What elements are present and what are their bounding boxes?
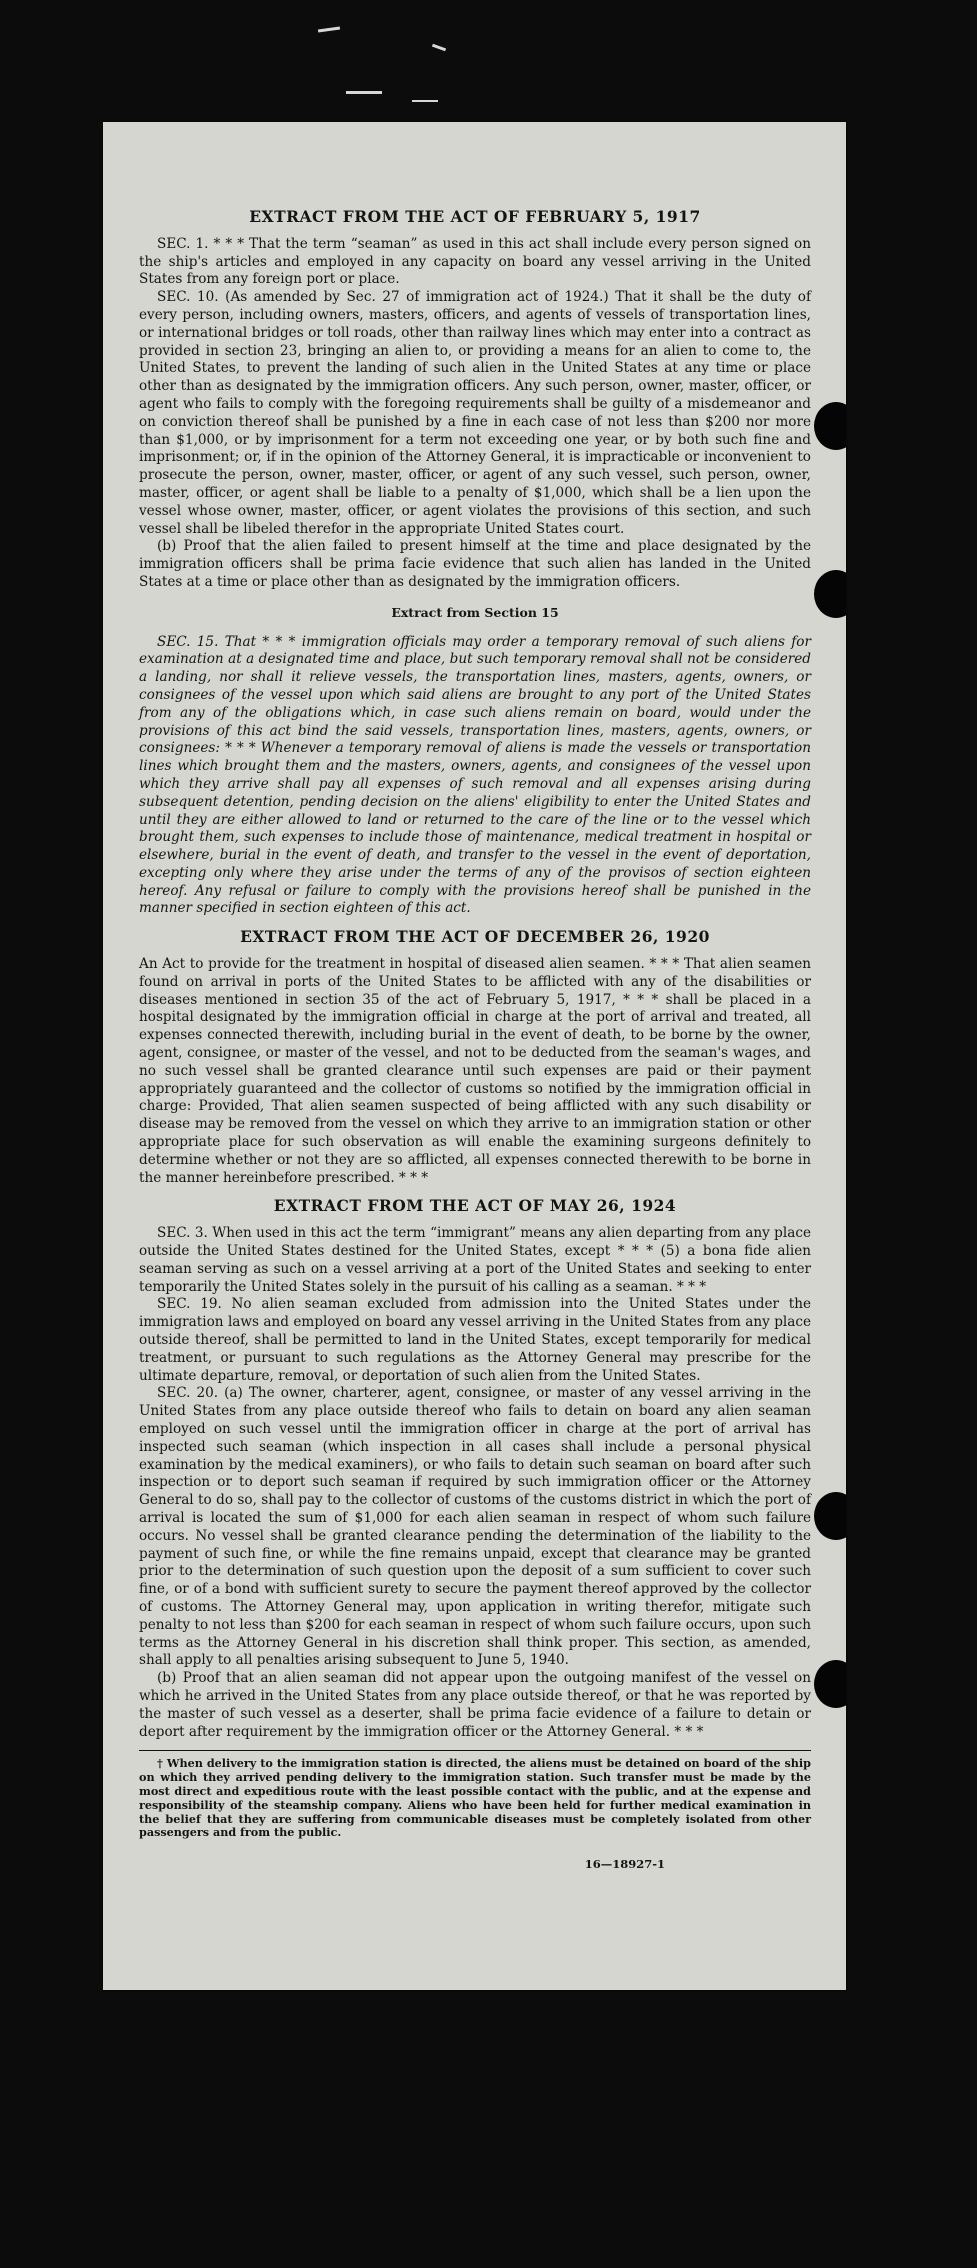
tape-mark xyxy=(346,91,382,94)
heading-act-1920: EXTRACT FROM THE ACT OF DECEMBER 26, 1920 xyxy=(240,927,710,947)
document-body xyxy=(139,208,811,1874)
form-number: 16—18927-1 xyxy=(584,1857,665,1872)
document-sheet xyxy=(103,122,846,1990)
punch-hole xyxy=(814,570,846,618)
footnote-divider xyxy=(139,1750,811,1751)
paragraph-1924-sec20a: SEC. 20. (a) The owner, charterer, agent, consignee, or master of any vessel arriving in the United States from any place outside thereof who fails to detain on board any alien seaman employed on such vessel until the immigration officer in charge at the port of arrival has inspected such seaman (which inspection in all cases shall include a personal physical examination by the medical examiners), or who fails to detain such seaman on board after such inspection or to deport such seaman if required by such immigration officer or the Attorney General to do so, shall pay to the collector of customs of the customs district in which the port of arrival is located the sum of $1,000 for each alien seaman in respect of whom such failure occurs. No vessel shall be granted clearance pending the determination of the liability to the payment of such fine, or while the fine remains unpaid, except that clearance may be granted prior to the determination of such question upon the deposit of a sum sufficient to cover such fine, or of a bond with sufficient surety to secure the payment thereof approved by the collector of customs. The Attorney General may, upon application in writing therefor, mitigate such penalty to not less than $200 for each seaman in respect of whom such failure occurs, upon such terms as the Attorney General in his discretion shall think proper. This section, as amended, shall apply to all penalties arising subsequent to June 5, 1940. xyxy=(139,1385,811,1669)
paragraph-section-15: SEC. 15. That * * * immigration officials may order a temporary removal of such aliens for examination at a designated time and place, but such temporary removal shall not be considered a landing, nor shall it relieve vessels, the transportation lines, masters, agents, owners, or consignees of the vessel upon which said aliens are brought to any port of the United States from any of the obligations which, in case such aliens remain on board, would under the provisions of this act bind the said vessels, transportation lines, masters, agents, owners, or consignees: * * * Whenever a temporary removal of aliens is made the vessels or transportation lines which brought them and the masters, owners, agents, and consignees of the vessel upon which they arrive shall pay all expenses of such removal and all expenses arising during subsequent detention, pending decision on the aliens' eligibility to enter the United States and until they are either allowed to land or returned to the care of the line or to the vessel which brought them, such expenses to include those of maintenance, medical treatment in hospital or elsewhere, burial in the event of death, and transfer to the vessel in the event of deportation, excepting only where they arise under the terms of any of the provisos of section eighteen hereof. Any refusal or failure to comply with the provisions hereof shall be punished in the manner specified in section eighteen of this act. xyxy=(139,633,811,917)
heading-act-1917: EXTRACT FROM THE ACT OF FEBRUARY 5, 1917 xyxy=(249,207,701,226)
tape-mark xyxy=(432,44,446,52)
footnote: † When delivery to the immigration station is directed, the aliens must be detained on board of the ship on which they arrived pending delivery to the immigration station. Such transfer must be made by the most direct and expeditious route with the least possible contact with the public, and at the expense and responsibility of the steamship company. Aliens who have been held for further medical examination in the belief that they are suffering from communicable diseases must be completely isolated from other passengers and from the public. xyxy=(139,1756,811,1840)
paragraph-1917-sec10: SEC. 10. (As amended by Sec. 27 of immigration act of 1924.) That it shall be the duty of every person, including owners, masters, officers, and agents of vessels of transportation lines, or international bridges or toll roads, other than railway lines which may enter into a contract as provided in section 23, bringing an alien to, or providing a means for an alien to come to, the United States, to prevent the landing of such alien in the United States at any time or place other than as designated by the immigration officers. Any such person, owner, master, officer, or agent who fails to comply with the foregoing requirements shall be guilty of a misdemeanor and on conviction thereof shall be punished by a fine in each case of not less than $200 nor more than $1,000, or by imprisonment for a term not exceeding one year, or by both such fine and imprisonment; or, if in the opinion of the Attorney General, it is impracticable or inconvenient to prosecute the person, owner, master, officer, or agent of any such vessel, such person, owner, master, officer, or agent shall be liable to a penalty of $1,000, which shall be a lien upon the vessel whose owner, master, officer, or agent violates the provisions of this section, and such vessel shall be libeled therefor in the appropriate United States court. xyxy=(139,289,811,537)
tape-mark xyxy=(412,100,438,102)
heading-section-15: Extract from Section 15 xyxy=(391,604,559,620)
paragraph-1924-sec20b: (b) Proof that an alien seaman did not appear upon the outgoing manifest of the vessel on which he arrived in the United States from any place outside thereof, or that he was reported by the master of such vessel as a deserter, shall be prima facie evidence of a failure to detain or deport after requirement by the immigration officer or the Attorney General. * * * xyxy=(139,1670,811,1740)
punch-hole xyxy=(814,402,846,450)
paragraph-1917-sec10b: (b) Proof that the alien failed to present himself at the time and place designated by the immigration officers shall be prima facie evidence that such alien has landed in the United States at a time or place other than as designated by the immigration officers. xyxy=(139,538,811,590)
punch-hole xyxy=(814,1492,846,1540)
paragraph-1917-sec1: SEC. 1. * * * That the term “seaman” as used in this act shall include every person signed on the ship's articles and employed in any capacity on board any vessel arriving in the United States from any foreign port or place. xyxy=(139,235,811,288)
paragraph-1924-sec3: SEC. 3. When used in this act the term “immigrant” means any alien departing from any place outside the United States destined for the United States, except * * * (5) a bona fide alien seaman serving as such on a vessel arriving at a port of the United States and seeking to enter temporarily the United States solely in the pursuit of his calling as a seaman. * * * xyxy=(139,1225,811,1295)
paragraph-1920: An Act to provide for the treatment in hospital of diseased alien seamen. * * * That alien seamen found on arrival in ports of the United States to be afflicted with any of the disabilities or diseases mentioned in section 35 of the act of February 5, 1917, * * * shall be placed in a hospital designated by the immigration official in charge at the port of arrival and treated, all expenses connected therewith, including burial in the event of death, to be borne by the owner, agent, consignee, or master of the vessel, and not to be deducted from the seaman's wages, and no such vessel shall be granted clearance until such expenses are paid or their payment appropriately guaranteed and the collector of customs so notified by the immigration official in charge: Provided, That alien seamen suspected of being afflicted with any such disability or disease may be removed from the vessel on which they arrive to an immigration station or other appropriate place for such observation as will enable the examining surgeons definitely to determine whether or not they are so afflicted, all expenses connected therewith to be borne in the manner hereinbefore prescribed. * * * xyxy=(139,956,811,1186)
tape-mark xyxy=(318,26,340,32)
heading-act-1924: EXTRACT FROM THE ACT OF MAY 26, 1924 xyxy=(273,1196,677,1216)
paragraph-1924-sec19: SEC. 19. No alien seaman excluded from admission into the United States under the immigration laws and employed on board any vessel arriving in the United States from any place outside thereof, shall be permitted to land in the United States, except temporarily for medical treatment, or pursuant to such regulations as the Attorney General may prescribe for the ultimate departure, removal, or deportation of such alien from the United States. xyxy=(139,1296,811,1384)
punch-hole xyxy=(814,1660,846,1708)
